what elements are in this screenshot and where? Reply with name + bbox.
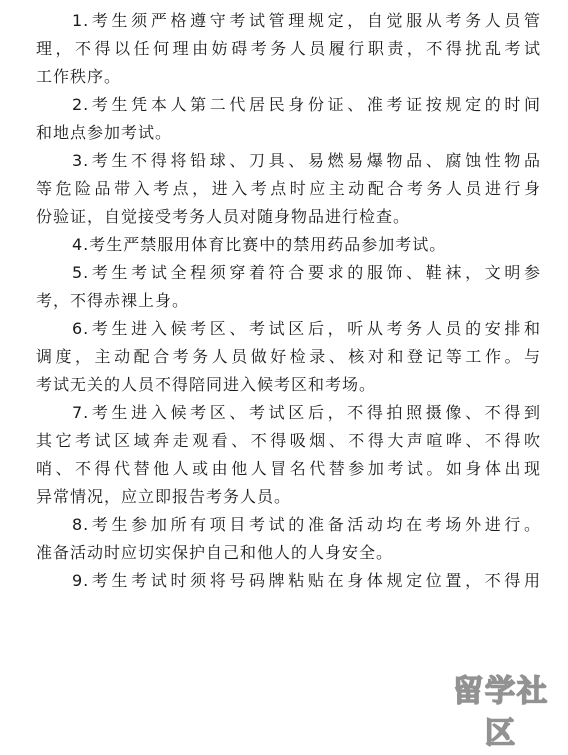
paragraph-line: 1.考生须严格遵守考试管理规定，自觉服从考务人员管 <box>72 11 541 30</box>
paragraph-line: 6.考生进入候考区、考试区后，听从考务人员的安排和 <box>72 319 541 338</box>
paragraph-4 <box>36 231 541 259</box>
paragraph-line: 理，不得以任何理由妨碍考务人员履行职责，不得扰乱考试 <box>36 39 541 58</box>
paragraph-line: 考试无关的人员不得陪同进入候考区和考场。 <box>36 375 377 394</box>
paragraph-line: 4.考生严禁服用体育比赛中的禁用药品参加考试。 <box>72 235 447 254</box>
paragraph-line: 工作秩序。 <box>36 67 122 86</box>
site-watermark-logo: 留学社区 <box>453 674 549 751</box>
paragraph-line: 5.考生考试全程须穿着符合要求的服饰、鞋袜，文明参 <box>72 263 541 282</box>
document-body <box>36 7 541 595</box>
paragraph-line: 8.考生参加所有项目考试的准备活动均在考场外进行。 <box>72 515 541 534</box>
paragraph-line: 其它考试区域奔走观看、不得吸烟、不得大声喧哗、不得吹 <box>36 431 541 450</box>
paragraph-line: 9.考生考试时须将号码牌粘贴在身体规定位置，不得用 <box>72 571 541 590</box>
paragraph-line: 准备活动时应切实保护自己和他人的人身安全。 <box>36 543 394 562</box>
paragraph-5 <box>36 259 541 315</box>
paragraph-line: 异常情况，应立即报告考务人员。 <box>36 487 292 506</box>
paragraph-line: 2.考生凭本人第二代居民身份证、准考证按规定的时间 <box>72 95 541 114</box>
paragraph-7 <box>36 399 541 511</box>
paragraph-line: 和地点参加考试。 <box>36 123 173 142</box>
paragraph-1 <box>36 7 541 91</box>
paragraph-line: 调度，主动配合考务人员做好检录、核对和登记等工作。与 <box>36 347 541 366</box>
paragraph-8 <box>36 511 541 567</box>
paragraph-line: 份验证，自觉接受考务人员对随身物品进行检查。 <box>36 207 411 226</box>
paragraph-3 <box>36 147 541 231</box>
paragraph-2 <box>36 91 541 147</box>
paragraph-line: 7.考生进入候考区、考试区后，不得拍照摄像、不得到 <box>72 403 541 422</box>
paragraph-line: 等危险品带入考点，进入考点时应主动配合考务人员进行身 <box>36 179 541 198</box>
paragraph-6 <box>36 315 541 399</box>
paragraph-line: 3.考生不得将铅球、刀具、易燃易爆物品、腐蚀性物品 <box>72 151 541 170</box>
paragraph-line: 哨、不得代替他人或由他人冒名代替参加考试。如身体出现 <box>36 459 541 478</box>
paragraph-line: 考，不得赤裸上身。 <box>36 291 190 310</box>
paragraph-9 <box>36 567 541 595</box>
